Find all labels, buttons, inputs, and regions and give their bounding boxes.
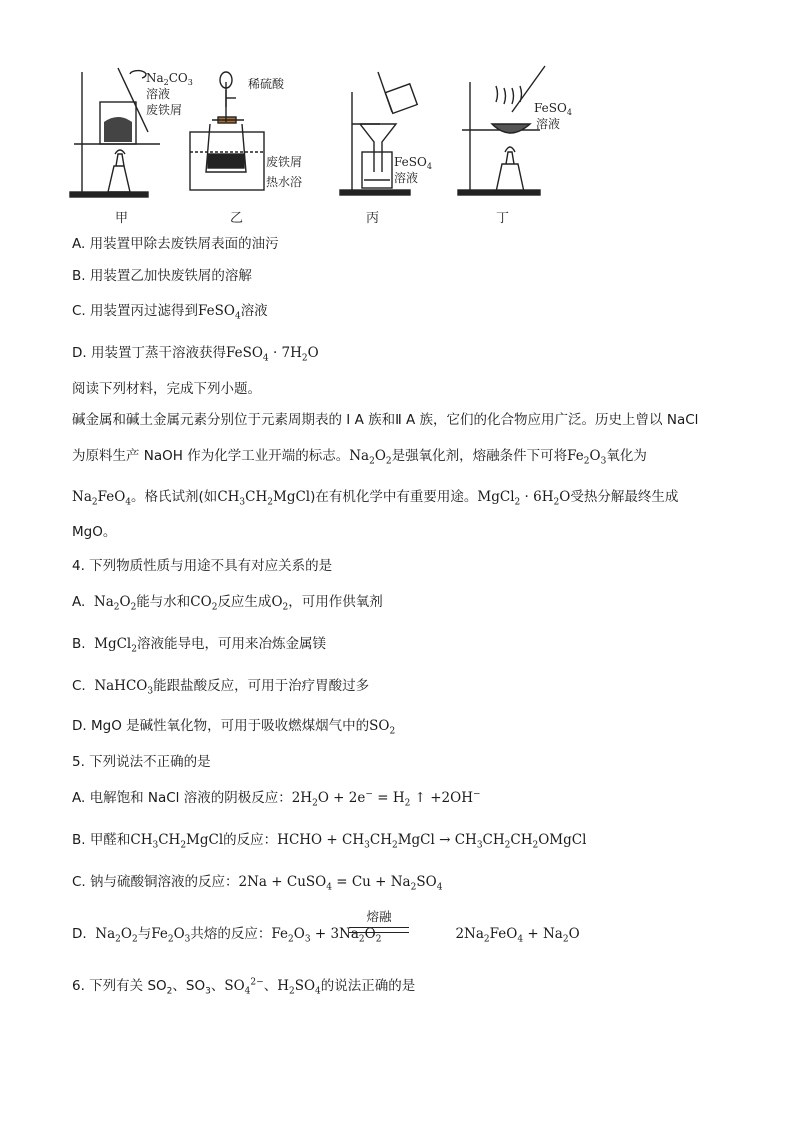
q3-option-a: A. 用装置甲除去废铁屑表面的油污	[72, 236, 279, 252]
q4-option-c: C. NaHCO$_3$能跟盐酸反应，可用于治疗胃酸过多	[72, 678, 370, 697]
svg-text:FeSO4: FeSO$_4$	[534, 101, 572, 117]
reading-p3: $Na_2FeO_4$。格氏试剂(如$CH_3CH_2MgCl$)在有机化学中有重要用途。MgCl$_2$ · $6H_2O$受热分解最终生成	[72, 489, 679, 508]
ding-reagent-line2: 溶液	[536, 117, 561, 131]
q3-option-d: D. 用装置丁蒸干溶液获得FeSO$_4$ · $7H_2O$	[72, 345, 319, 364]
q6-stem: 6. 下列有关 $SO_2$、$SO_3$、$SO_4^{2-}$、$H_2SO_4$的说法正确的是	[72, 977, 416, 997]
q3-option-b: B. 用装置乙加快废铁屑的溶解	[72, 268, 252, 284]
melt-condition-arrow: 熔融	[349, 907, 409, 933]
q4-option-b: B. MgCl$_2$溶液能导电，可用来冶炼金属镁	[72, 636, 326, 655]
bing-reagent-line2: 溶液	[394, 171, 419, 185]
jia-reagent-line2: 溶液	[146, 87, 171, 101]
caption-yi: 乙	[230, 211, 244, 226]
caption-bing: 丙	[366, 211, 380, 226]
q5-option-b: B. 甲醛和$CH_3CH_2MgCl$的反应：HCHO + $CH_3CH_2MgCl$ → $CH_3CH_2CH_2OMgCl$	[72, 832, 587, 851]
q5-option-d: D. $Na_2O_2$与$Fe_2O_3$共熔的反应：$Fe_2O_3 + 3Na_2O_2$ $2Na_2FeO_4 + Na_2O$	[72, 926, 580, 945]
reading-p2: 为原料生产 NaOH 作为化学工业开端的标志。$Na_2O_2$是强氧化剂，熔融条件下可将$Fe_2O_3$氧化为	[72, 448, 647, 467]
caption-ding: 丁	[496, 211, 510, 226]
q5-option-a: A. 电解饱和 NaCl 溶液的阴极反应：$2H_2O + 2e^- = H_2$ ↑ +2OH−	[72, 789, 481, 809]
svg-text:FeSO4: FeSO$_4$	[394, 155, 432, 171]
q5-option-c: C. 钠与硫酸铜溶液的反应：2Na + CuSO$_4$ = $Cu + Na_2SO_4$	[72, 874, 443, 893]
apparatus-ding	[458, 66, 545, 195]
reading-p1: 碱金属和碱土金属元素分别位于元素周期表的 Ⅰ A 族和Ⅱ A 族，它们的化合物应用广泛。历史上曾以 NaCl	[72, 412, 699, 428]
reading-p4: MgO。	[72, 524, 117, 540]
jia-solid-label: 废铁屑	[146, 103, 183, 117]
yi-solid-label: 废铁屑	[266, 155, 303, 169]
yi-acid-label: 稀硫酸	[248, 77, 285, 91]
q4-option-a: A. $Na_2O_2$能与水和$CO_2$反应生成$O_2$，可用作供氧剂	[72, 594, 383, 613]
q4-option-d: D. MgO 是碱性氧化物，可用于吸收燃煤烟气中的$SO_2$	[72, 718, 396, 737]
yi-bath-label: 热水浴	[266, 175, 303, 189]
q3-option-c: C. 用装置丙过滤得到FeSO$_4$溶液	[72, 303, 268, 322]
q4-stem: 4. 下列物质性质与用途不具有对应关系的是	[72, 558, 333, 574]
caption-jia: 甲	[115, 211, 129, 226]
reading-intro: 阅读下列材料，完成下列小题。	[72, 381, 261, 397]
svg-text:Na2CO3: $Na_2CO_3$	[146, 71, 193, 87]
apparatus-figure	[60, 62, 600, 232]
q5-stem: 5. 下列说法不正确的是	[72, 754, 211, 770]
